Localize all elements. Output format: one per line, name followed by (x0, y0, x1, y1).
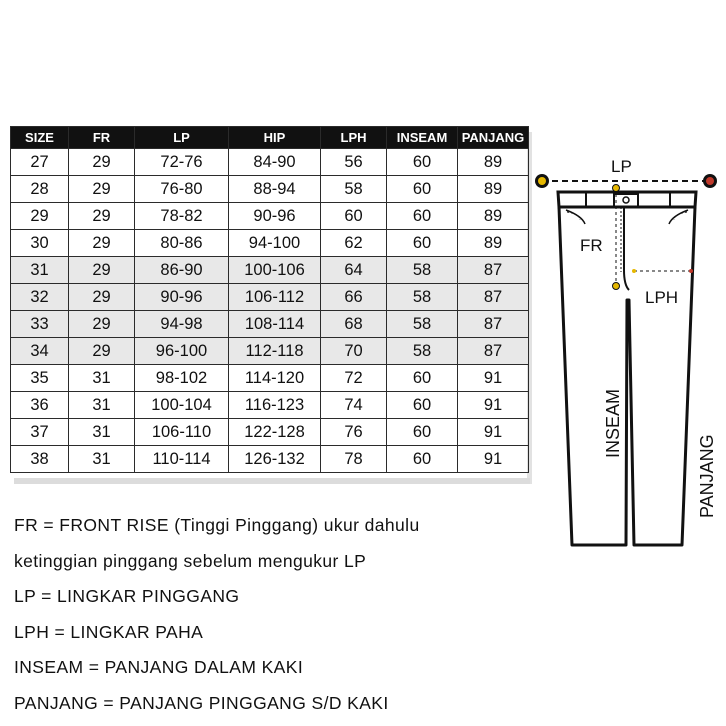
table-cell-hip: 106-112 (229, 284, 321, 311)
table-cell-panjang: 87 (458, 257, 529, 284)
table-cell-lp: 96-100 (135, 338, 229, 365)
table-cell-lp: 72-76 (135, 149, 229, 176)
table-cell-inseam: 60 (387, 419, 458, 446)
table-row (11, 392, 529, 419)
table-cell-panjang: 87 (458, 311, 529, 338)
table-cell-lp: 90-96 (135, 284, 229, 311)
table-cell-hip: 126-132 (229, 446, 321, 473)
table-cell-fr: 31 (69, 446, 135, 473)
table-cell-hip: 116-123 (229, 392, 321, 419)
table-cell-panjang: 89 (458, 203, 529, 230)
table-row (11, 338, 529, 365)
legend-line-fr-note: ketinggian pinggang sebelum mengukur LP (14, 550, 367, 571)
table-cell-fr: 31 (69, 419, 135, 446)
table-cell-inseam: 58 (387, 338, 458, 365)
table-cell-inseam: 58 (387, 284, 458, 311)
legend-line-lp: LP = LINGKAR PINGGANG (14, 586, 240, 606)
table-shadow-bottom (14, 478, 530, 484)
fr-marker-bottom (613, 283, 620, 290)
legend-line-inseam: INSEAM = PANJANG DALAM KAKI (14, 657, 304, 677)
table-cell-lp: 80-86 (135, 230, 229, 257)
lp-marker-right-inner (706, 177, 714, 185)
table-row (11, 176, 529, 203)
legend-line-panjang: PANJANG = PANJANG PINGGANG S/D KAKI (14, 692, 389, 713)
table-cell-size: 32 (11, 284, 69, 311)
table-cell-inseam: 60 (387, 365, 458, 392)
label-lp: LP (611, 157, 632, 176)
header-size: SIZE (11, 127, 69, 149)
table-cell-panjang: 91 (458, 392, 529, 419)
table-cell-fr: 29 (69, 338, 135, 365)
label-fr: FR (580, 236, 603, 255)
table-cell-lph: 60 (321, 203, 387, 230)
pants-diagram (530, 150, 720, 550)
table-cell-panjang: 91 (458, 419, 529, 446)
table-cell-size: 34 (11, 338, 69, 365)
table-cell-lph: 78 (321, 446, 387, 473)
table-cell-size: 37 (11, 419, 69, 446)
table-cell-panjang: 89 (458, 230, 529, 257)
table-cell-inseam: 60 (387, 203, 458, 230)
table-row (11, 419, 529, 446)
table-cell-lp: 98-102 (135, 365, 229, 392)
table-cell-size: 33 (11, 311, 69, 338)
fr-marker-top (613, 185, 620, 192)
table-cell-fr: 29 (69, 230, 135, 257)
legend-line-fr: FR = FRONT RISE (Tinggi Pinggang) ukur dahulu (14, 515, 420, 535)
table-cell-lph: 74 (321, 392, 387, 419)
table-cell-size: 30 (11, 230, 69, 257)
table-cell-size: 28 (11, 176, 69, 203)
table-cell-inseam: 60 (387, 230, 458, 257)
header-inseam: INSEAM (387, 127, 458, 149)
table-cell-hip: 84-90 (229, 149, 321, 176)
table-row (11, 365, 529, 392)
table-cell-lp: 110-114 (135, 446, 229, 473)
table-cell-lph: 62 (321, 230, 387, 257)
table-cell-hip: 108-114 (229, 311, 321, 338)
table-cell-inseam: 60 (387, 392, 458, 419)
table-cell-lph: 64 (321, 257, 387, 284)
table-cell-size: 35 (11, 365, 69, 392)
button-icon (623, 197, 629, 203)
table-cell-inseam: 60 (387, 446, 458, 473)
table-cell-panjang: 87 (458, 338, 529, 365)
table-header-row (11, 127, 529, 149)
table-cell-fr: 31 (69, 392, 135, 419)
table-cell-hip: 88-94 (229, 176, 321, 203)
table-cell-size: 29 (11, 203, 69, 230)
label-inseam: INSEAM (603, 388, 623, 458)
table-cell-inseam: 60 (387, 149, 458, 176)
table-cell-lp: 100-104 (135, 392, 229, 419)
table-row (11, 284, 529, 311)
table-cell-panjang: 89 (458, 176, 529, 203)
table-cell-inseam: 60 (387, 176, 458, 203)
table-cell-lph: 76 (321, 419, 387, 446)
lp-marker-left-inner (538, 177, 546, 185)
table-cell-size: 38 (11, 446, 69, 473)
table-cell-size: 31 (11, 257, 69, 284)
label-lph: LPH (645, 288, 679, 307)
table-cell-fr: 29 (69, 284, 135, 311)
table-cell-panjang: 87 (458, 284, 529, 311)
table-cell-inseam: 58 (387, 257, 458, 284)
table-cell-panjang: 89 (458, 149, 529, 176)
table-cell-fr: 29 (69, 203, 135, 230)
table-cell-hip: 112-118 (229, 338, 321, 365)
table-cell-panjang: 91 (458, 365, 529, 392)
table-row (11, 446, 529, 473)
table-cell-hip: 122-128 (229, 419, 321, 446)
size-chart-table (10, 126, 529, 473)
table-row (11, 257, 529, 284)
table-cell-lph: 66 (321, 284, 387, 311)
table-cell-hip: 94-100 (229, 230, 321, 257)
pants-outline (559, 207, 695, 545)
header-lp: LP (135, 127, 229, 149)
header-fr: FR (69, 127, 135, 149)
header-panjang: PANJANG (458, 127, 529, 149)
table-cell-fr: 29 (69, 176, 135, 203)
table-cell-lp: 86-90 (135, 257, 229, 284)
table-cell-size: 27 (11, 149, 69, 176)
table-cell-lp: 76-80 (135, 176, 229, 203)
table-row (11, 203, 529, 230)
legend-line-lph: LPH = LINGKAR PAHA (14, 621, 204, 642)
legend (14, 508, 420, 721)
table-cell-hip: 100-106 (229, 257, 321, 284)
table-cell-inseam: 58 (387, 311, 458, 338)
table-cell-lp: 94-98 (135, 311, 229, 338)
table-cell-panjang: 91 (458, 446, 529, 473)
table-row (11, 311, 529, 338)
table-cell-fr: 29 (69, 257, 135, 284)
table-cell-fr: 31 (69, 365, 135, 392)
table-cell-lph: 68 (321, 311, 387, 338)
header-hip: HIP (229, 127, 321, 149)
table-cell-lp: 78-82 (135, 203, 229, 230)
table-cell-lph: 70 (321, 338, 387, 365)
table-cell-lph: 58 (321, 176, 387, 203)
table-cell-size: 36 (11, 392, 69, 419)
table-row (11, 149, 529, 176)
header-lph: LPH (321, 127, 387, 149)
table-cell-lph: 72 (321, 365, 387, 392)
table-cell-fr: 29 (69, 311, 135, 338)
table-cell-lp: 106-110 (135, 419, 229, 446)
table-cell-hip: 114-120 (229, 365, 321, 392)
label-panjang: PANJANG (697, 434, 717, 518)
table-row (11, 230, 529, 257)
table-cell-lph: 56 (321, 149, 387, 176)
table-cell-hip: 90-96 (229, 203, 321, 230)
table-cell-fr: 29 (69, 149, 135, 176)
